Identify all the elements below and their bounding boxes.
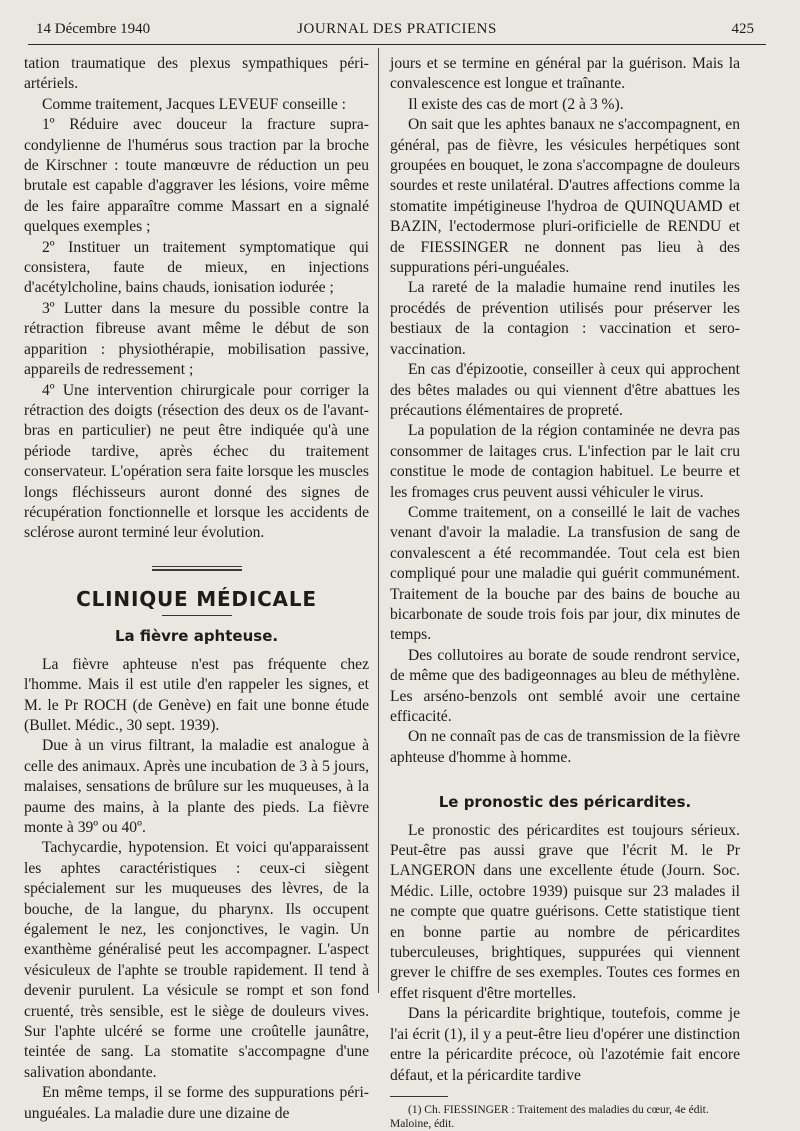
- paragraph: La rareté de la maladie humaine rend inutiles les procédés de prévention utilisés pour préserver les bestiaux de la contagion : vaccination et sero-vaccination.: [390, 279, 740, 358]
- paragraph: 3º Lutter dans la mesure du possible contre la rétraction fibreuse avant même le début de son apparition : physiothérapie, mobilisation passive, appareils de redressement ;: [24, 299, 369, 379]
- paragraph: Comme traitement, on a conseillé le lait de vaches venant d'avoir la maladie. La transfusion de sang de convalescent a été recommandée. Tout cela est bien compliqué pour une maladie qui guérit communément. Traitement de la bouche par des bains de bouche au bicarbonate de soude trois fois par jour, dix minutes de temps.: [390, 503, 740, 644]
- paragraph: En même temps, il se forme des suppurations péri-unguéales. La maladie dure une dizaine de: [24, 1084, 369, 1122]
- right-column: [390, 54, 740, 1131]
- paragraph: Tachycardie, hypotension. Et voici qu'apparaissent les aphtes caractéristiques : ceux-ci siègent spécialement sur les muqueuses des lèvres, de la bouche, de la langue, du pharynx. Ils occupent également le nez, les conjonctives, le vagin. Un exanthème généralisé peut les accompagner. L'aspect vésiculeux de l'aphte se trouble rapidement. Il tend à devenir purulent. La vésicule se rompt et son fond cruenté, très sensible, est le siège de douleurs vives. Sur l'aphte ulcéré se forme une croûtelle jaunâtre, teintée de sang. La stomatite s'accompagne d'une salivation abondante.: [24, 839, 369, 1081]
- paragraph: 4º Une intervention chirurgicale pour corriger la rétraction des doigts (résection des deux os de l'avant-bras en particulier) ne peut être indiquée qu'à une période tardive, après échec du traitement conservateur. L'opération sera faite lorsque les muscles longs fléchisseurs auront donné des signes de récupération fonctionnelle et lorsque les accidents de sclérose auront terminé leur évolution.: [24, 381, 369, 542]
- paragraph: Des collutoires au borate de soude rendront service, de même que des badigeonnages au bleu de méthylène. Les arséno-benzols ont semblé avoir une certaine efficacité.: [390, 646, 740, 725]
- header-date: 14 Décembre 1940: [36, 21, 151, 37]
- paragraph: On sait que les aphtes banaux ne s'accompagnent, en général, pas de fièvre, les vésicules herpétiques sont groupées en bouquet, le zona s'accompagne de douleurs sourdes et reste unilatéral. D'autres affections comme la stomatite impétigineuse l'hydroa de QUINQUAMD et BAZIN, l'ectodermose pluri-orificielle de RENDU et de FIESSINGER ne donnent pas lieu à des suppurations péri-unguéales.: [390, 116, 740, 277]
- paragraph: tation traumatique des plexus sympathiques péri-artériels.: [24, 55, 369, 93]
- paragraph: En cas d'épizootie, conseiller à ceux qui approchent des bêtes malades ou qui viennent d'être abattues les précautions élémentaires de propreté.: [390, 361, 740, 419]
- article-title: La fièvre aphteuse.: [114, 627, 279, 646]
- page-header: [28, 14, 766, 45]
- section-ornament: [152, 566, 242, 571]
- paragraph: On ne connaît pas de cas de transmission de la fièvre aphteuse d'homme à homme.: [390, 728, 740, 766]
- paragraph: Le pronostic des péricardites est toujours sérieux. Peut-être pas aussi grave que l'écrit M. le Pr LANGERON dans une excellente étude (Journ. Soc. Médic. Lille, octobre 1939) puisque sur 23 malades il ne compte que quatre guérisons. Cette statistique tient en bonne partie au nombre de péricardites tuberculeuses, brightiques, suppurées qui viennent grever le chiffre de ses exemples. Toutes ces formes en effet risquent d'être mortelles.: [390, 821, 740, 1002]
- paragraph: 2º Instituer un traitement symptomatique qui consistera, faute de mieux, en injections d'acétylcholine, bains chauds, ionisation iodurée ;: [24, 238, 369, 297]
- section-rule: [162, 615, 232, 616]
- paragraph: Dans la péricardite brightique, toutefois, comme je l'ai écrit (1), il y a peut-être lieu d'opérer une distinction entre la péricardite précoce, où l'azotémie fait encore défaut, et la péricardite tardive: [390, 1005, 740, 1084]
- column-divider: [378, 48, 379, 993]
- article-title: Le pronostic des péricardites.: [438, 793, 692, 812]
- footnote-rule: [390, 1096, 448, 1097]
- paragraph: Comme traitement, Jacques LEVEUF conseille :: [42, 95, 347, 113]
- page-number: 425: [731, 21, 754, 37]
- paragraph: La population de la région contaminée ne devra pas consommer de laitages crus. L'infection par le lait cru constitue le mode de contagion habituel. Le beurre et les fromages crus peuvent aussi véhiculer le virus.: [390, 422, 740, 501]
- left-column: [24, 54, 369, 1124]
- paragraph: Due à un virus filtrant, la maladie est analogue à celle des animaux. Après une incubation de 3 à 5 jours, malaises, sensations de brûlure sur les muqueuses, à la paume des mains, à la plante des pieds. La fièvre monte à 39º ou 40º.: [24, 737, 369, 836]
- journal-title: JOURNAL DES PRATICIENS: [297, 21, 497, 37]
- paragraph: 1º Réduire avec douceur la fracture supra-condylienne de l'humérus sous traction par la broche de Kirschner : toute manœuvre de réduction un peu brutale est capable d'aggraver les lésions, voire même de les faire apparaître comme Massart en a signalé quelques exemples ;: [24, 116, 369, 236]
- paragraph: jours et se termine en général par la guérison. Mais la convalescence est longue et traînante.: [390, 55, 740, 93]
- section-title: CLINIQUE MÉDICALE: [76, 586, 317, 611]
- footnote: (1) Ch. FIESSINGER : Traitement des maladies du cœur, 4e édit. Maloine, édit.: [390, 1103, 709, 1130]
- paragraph: Il existe des cas de mort (2 à 3 %).: [408, 95, 624, 113]
- paragraph: La fièvre aphteuse n'est pas fréquente chez l'homme. Mais il est utile d'en rappeler les signes, et M. le Pr ROCH (de Genève) en fait une bonne étude (Bullet. Médic., 30 sept. 1939).: [24, 655, 369, 734]
